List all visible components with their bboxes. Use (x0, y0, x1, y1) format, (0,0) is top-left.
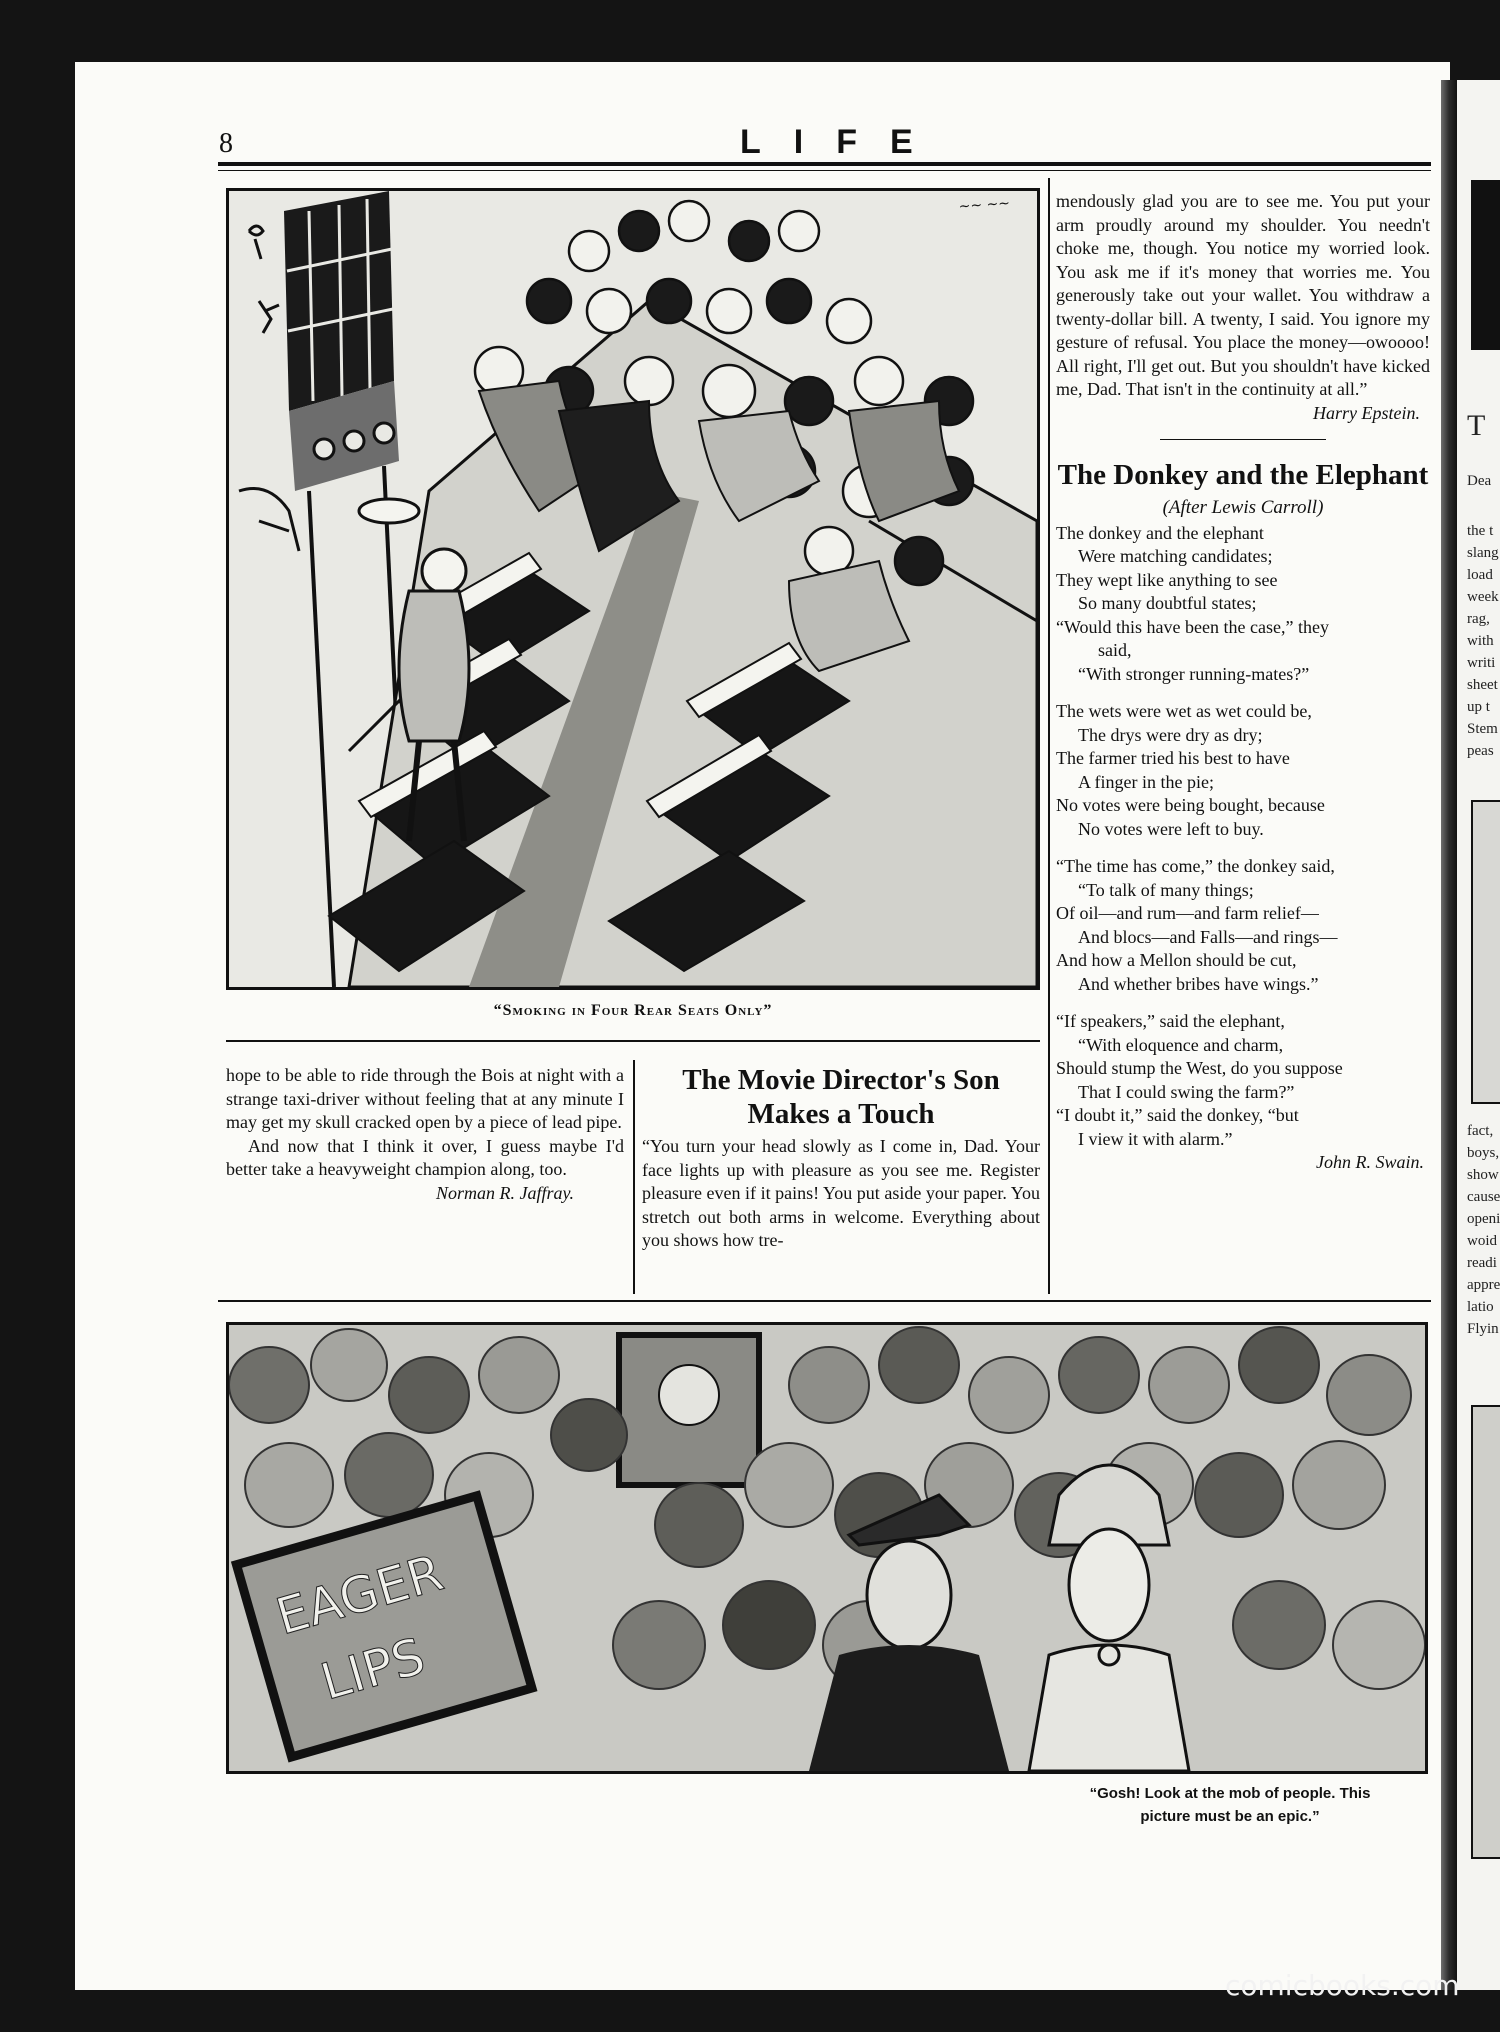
facing-text-fragment: Flyin (1467, 1321, 1499, 1337)
column-divider-horizontal (226, 1040, 1040, 1042)
facing-text-fragment: woid (1467, 1233, 1497, 1249)
poem-line: “With stronger running-mates?” (1078, 663, 1310, 684)
poem-line: said, (1098, 640, 1132, 660)
facing-text-fragment: peas (1467, 743, 1494, 759)
facing-text-fragment: fact, (1467, 1123, 1494, 1139)
poem-line: “I doubt it,” said the donkey, “but (1056, 1105, 1299, 1125)
crowd-cartoon-illustration (226, 1322, 1428, 1774)
facing-text-fragment: up t (1467, 699, 1490, 715)
poem-line: “The time has come,” the donkey said, (1056, 856, 1335, 876)
author-signature: Harry Epstein. (1313, 402, 1420, 423)
caption-line: “Gosh! Look at the mob of people. This (1089, 1785, 1371, 1802)
article-continuation-jaffray (226, 1064, 624, 1205)
facing-text-fragment: the t (1467, 523, 1494, 539)
poem-line: “To talk of many things; (1078, 879, 1254, 900)
column-divider-vertical (633, 1060, 635, 1294)
poem-line: So many doubtful states; (1078, 593, 1257, 613)
right-column (1056, 190, 1430, 1175)
poem-line: And whether bribes have wings.” (1078, 973, 1319, 994)
facing-drop-letter: T (1467, 409, 1486, 442)
facing-page-graphic (1471, 800, 1500, 1104)
facing-page-graphic (1471, 180, 1500, 350)
facing-text-fragment: show (1467, 1167, 1499, 1183)
magazine-masthead: LIFE (740, 123, 946, 161)
site-watermark: comicbooks.com (1225, 1969, 1460, 2002)
poem-line: Should stump the West, do you suppose (1056, 1058, 1343, 1078)
facing-text-fragment: openi (1467, 1211, 1500, 1227)
facing-text-fragment: writi (1467, 655, 1496, 671)
author-signature: Norman R. Jaffray. (436, 1182, 574, 1203)
svg-text:~~ ~~: ~~ ~~ (958, 195, 1011, 215)
bottom-cartoon-caption (1030, 1782, 1430, 1828)
facing-text-fragment: Stem (1467, 721, 1498, 737)
page-binding-shadow (1441, 80, 1457, 1990)
paragraph: mendously glad you are to see me. You put your arm proudly around my shoulder. You needn't choke me, though. You notice my worried look. You ask me if it's money that worries me. You generously take out your wallet. You withdraw a twenty-dollar bill. A twenty, I said. You ignore my gesture of refusal. You place the money—owoooo! All right, I'll get out. But you shouldn't have kicked me, Dad. That isn't in the continuity at all.” (1056, 191, 1430, 399)
paragraph: And now that I think it over, I guess maybe I'd better take a heavyweight champion along, too. (226, 1135, 624, 1179)
poem-subtitle: (After Lewis Carroll) (1162, 497, 1324, 518)
movie-director-article (642, 1063, 1040, 1253)
poem-line: No votes were left to buy. (1078, 818, 1264, 839)
poem-line: The wets were wet as wet could be, (1056, 701, 1312, 721)
facing-page-edge (1457, 80, 1500, 1990)
page-number: 8 (219, 128, 233, 159)
poem-line: No votes were being bought, because (1056, 795, 1325, 815)
sign-text-eager: EAGER (269, 1543, 450, 1647)
poem-line: Of oil—and rum—and farm relief— (1056, 903, 1319, 923)
poem-line: Were matching candidates; (1078, 546, 1273, 566)
poem-title: The Donkey and the Elephant (1057, 459, 1429, 491)
poem-line: I view it with alarm.” (1078, 1128, 1233, 1149)
sign-text-lips: LIPS (314, 1626, 432, 1712)
poem-body (1056, 522, 1430, 1152)
poem-line: “Would this have been the case,” they (1056, 616, 1329, 637)
poem-line: And blocs—and Falls—and rings— (1078, 926, 1338, 947)
column-divider-vertical (1048, 178, 1050, 1294)
facing-text-fragment: load (1467, 567, 1493, 583)
facing-text-fragment: boys, (1467, 1145, 1500, 1161)
poem-line: And how a Mellon should be cut, (1056, 950, 1297, 970)
facing-text-fragment: with (1467, 633, 1494, 649)
facing-text-fragment: slang (1467, 545, 1499, 561)
facing-text-fragment: latio (1467, 1299, 1494, 1315)
poem-line: “With eloquence and charm, (1078, 1034, 1284, 1055)
facing-text-fragment: sheet (1467, 677, 1498, 693)
poem-line: That I could swing the farm?” (1078, 1081, 1295, 1102)
facing-text-fragment: rag, (1467, 611, 1490, 627)
poem-line: They wept like anything to see (1056, 569, 1278, 590)
author-signature: John R. Swain. (1316, 1152, 1424, 1172)
poem-line: The farmer tried his best to have (1056, 748, 1290, 768)
facing-text-fragment: appre (1467, 1277, 1500, 1293)
paragraph: hope to be able to ride through the Bois at night with a strange taxi-driver without feeling that at any minute I may get my skull cracked open by a piece of lead pipe. (226, 1065, 624, 1132)
poem-line: The donkey and the elephant (1056, 522, 1264, 543)
section-rule (218, 1300, 1431, 1302)
header-rule (218, 162, 1431, 166)
paragraph: “You turn your head slowly as I come in, Dad. Your face lights up with pleasure as you see me. Register pleasure even if it pains! You put aside your paper. You stretch out both arms in welcome. Everything about you shows how tre- (642, 1136, 1040, 1250)
section-divider (1160, 439, 1326, 440)
bus-cartoon-illustration (226, 188, 1040, 990)
facing-text-fragment: week (1467, 589, 1499, 605)
poem-line: “If speakers,” said the elephant, (1056, 1011, 1285, 1031)
facing-text-fragment: readi (1467, 1255, 1497, 1271)
article-title: The Movie Director's Son Makes a Touch (682, 1064, 1000, 1130)
top-cartoon-caption: “Smoking in Four Rear Seats Only” (493, 1002, 773, 1019)
poem-line: The drys were dry as dry; (1078, 724, 1263, 745)
poem-line: A finger in the pie; (1078, 771, 1214, 792)
header-rule-thin (218, 170, 1431, 171)
facing-text-fragment: cause (1467, 1189, 1500, 1205)
facing-text-fragment: Dea (1467, 473, 1492, 489)
caption-line: picture must be an epic.” (1140, 1808, 1320, 1825)
facing-page-graphic (1471, 1405, 1500, 1859)
